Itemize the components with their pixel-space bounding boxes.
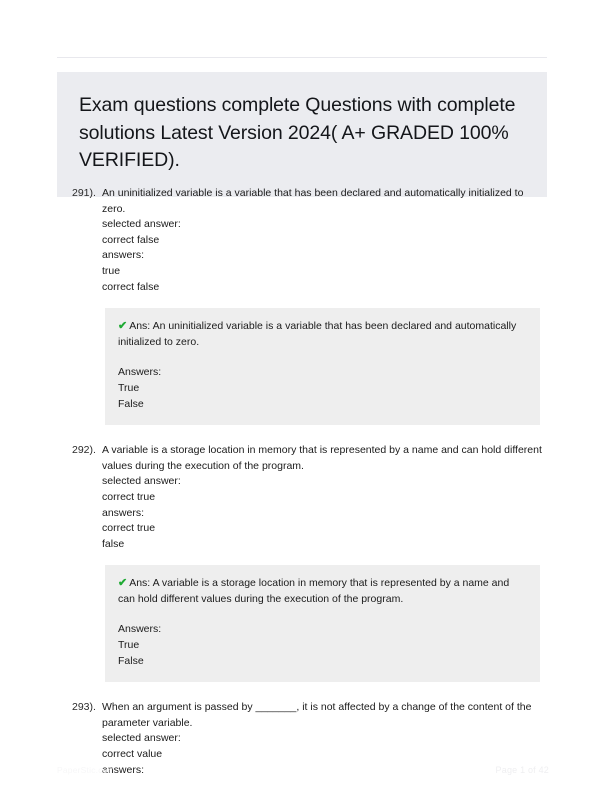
- question-detail-line: answers:: [102, 763, 145, 776]
- question-detail-line: answers:: [102, 506, 145, 519]
- question-detail-line: answers:: [102, 249, 145, 262]
- site-watermark: PaperStic.com: [57, 765, 115, 775]
- question-detail-line: correct false: [102, 233, 160, 246]
- answer-option: False: [118, 397, 144, 410]
- question-row: [57, 443, 549, 552]
- question-detail-line: selected answer:: [102, 475, 181, 488]
- answer-option: True: [118, 381, 140, 394]
- page-footer: [0, 754, 606, 800]
- answer-panel: [105, 308, 540, 425]
- question-detail-line: false: [102, 537, 125, 550]
- question-detail-line: correct value: [102, 748, 163, 761]
- answer-statement: A variable is a storage location in memory that is represented by a name and can hold different values during the execution of the program.: [118, 577, 510, 605]
- questions-list: [0, 186, 606, 778]
- answer-label: Ans:: [129, 577, 151, 590]
- answer-statement: An uninitialized variable is a variable that has been declared and automatically initialized to zero.: [118, 320, 517, 348]
- question-body: [102, 443, 549, 552]
- question-detail-line: selected answer:: [102, 218, 181, 231]
- document-title-band: [57, 72, 547, 197]
- answer-spacer: [118, 350, 527, 365]
- answer-spacer: [118, 607, 527, 622]
- question-body: [102, 186, 549, 295]
- check-icon: ✔: [118, 320, 128, 333]
- question-row: [57, 186, 549, 295]
- question-detail-line: correct true: [102, 490, 156, 503]
- answer-option: False: [118, 654, 144, 667]
- page-number: Page 1 of 42: [495, 765, 549, 775]
- check-icon: ✔: [118, 577, 128, 590]
- question-statement: An uninitialized variable is a variable that has been declared and automatically initialized to zero.: [102, 187, 524, 215]
- header-divider: [57, 57, 547, 58]
- answer-text: [118, 576, 527, 607]
- page-title: Exam questions complete Questions with complete solutions Latest Version 2024( A+ GRADED 100% VERIFIED).: [79, 94, 516, 172]
- answers-heading: Answers:: [118, 366, 162, 379]
- question-number: 292).: [72, 444, 96, 457]
- question-detail-line: selected answer:: [102, 732, 181, 745]
- question-detail-line: true: [102, 264, 121, 277]
- question-number: 293).: [72, 701, 96, 714]
- answer-text: [118, 319, 527, 350]
- question-detail-line: correct true: [102, 522, 156, 535]
- question-statement: When an argument is passed by _______, it is not affected by a change of the content of the parameter variable.: [102, 701, 532, 729]
- question-block: [0, 186, 606, 425]
- question-detail-line: correct false: [102, 280, 160, 293]
- answers-heading: Answers:: [118, 623, 162, 636]
- answer-option: True: [118, 639, 140, 652]
- question-statement: A variable is a storage location in memory that is represented by a name and can hold different values during the execution of the program.: [102, 444, 542, 472]
- question-block: [0, 443, 606, 682]
- answer-panel: [105, 565, 540, 682]
- answer-label: Ans:: [129, 320, 151, 333]
- question-number: 291).: [72, 187, 96, 199]
